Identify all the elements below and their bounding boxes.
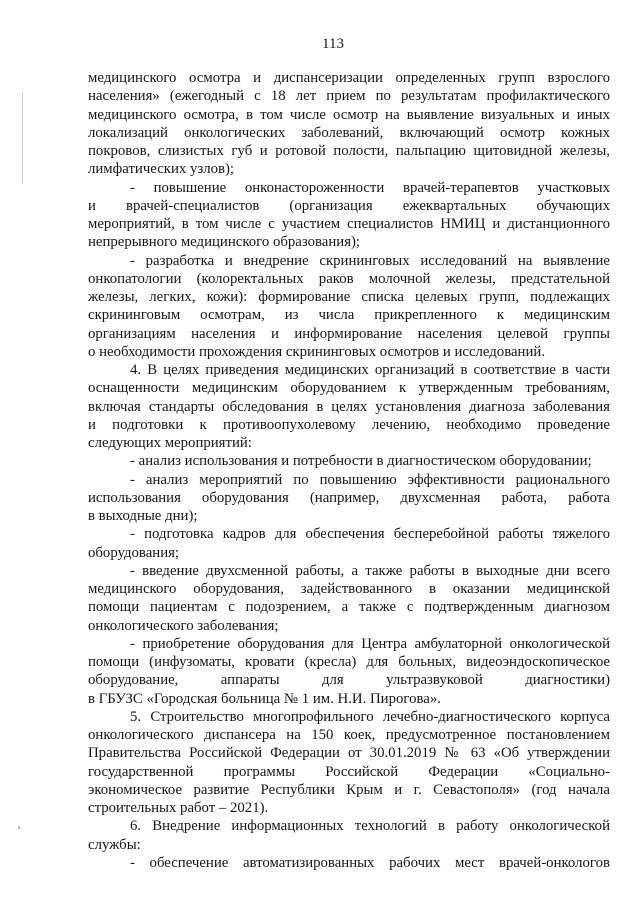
text-line: экономическое развитие Республики Крым и г. Севастополя» (год начала <box>88 781 610 798</box>
text-line: покровов, слизистых губ и ротовой полости, пальпацию щитовидной железы, <box>88 143 610 159</box>
text-line: включая стандарты обследования в целях установления диагноза заболевания <box>88 398 610 415</box>
paragraph <box>88 69 610 179</box>
paragraph <box>88 452 610 470</box>
text-line: скрининговым осмотрам, из числа прикрепленного к медицинским <box>88 307 610 324</box>
text-line: в выходные дни); <box>88 508 198 524</box>
text-line: оборудования; <box>88 544 180 561</box>
text-line: медицинского осмотра, в том числе осмотр на выявление визуальных и иных <box>88 106 610 123</box>
text-line: оборудование, аппараты для ультразвуковой диагностики) <box>88 672 610 689</box>
text-line: следующих мероприятий: <box>88 435 252 451</box>
text-line: и подготовки к противоопухолевому лечению, необходимо проведение <box>88 416 610 433</box>
text-line: - подготовка кадров для обеспечения бесперебойной работы тяжелого <box>130 526 610 543</box>
text-line: - приобретение оборудования для Центра амбулаторной онкологической <box>130 635 610 652</box>
paragraph <box>88 854 610 872</box>
paragraph <box>88 471 610 526</box>
text-line: государственной программы Российской Федерации «Социально- <box>88 763 610 780</box>
text-line: и врачей-специалистов (организация ежеквартальных обучающих <box>88 197 610 214</box>
text-line: лимфатических узлов); <box>88 161 235 178</box>
text-line: оснащенности медицинским оборудованием к утвержденным требованиям, <box>88 380 610 397</box>
text-line: 6. Внедрение информационных технологий в работу онкологической <box>130 818 610 835</box>
text-line: - обеспечение автоматизированных рабочих мест врачей-онкологов <box>130 854 610 871</box>
text-line: 4. В целях приведения медицинских организаций в соответствие в части <box>130 362 610 378</box>
text-line: 5. Строительство многопрофильного лечебно-диагностического корпуса <box>130 708 610 725</box>
text-line: помощи пациентам с подозрением, а также с подтвержденным диагнозом <box>88 599 610 616</box>
text-line: организациям населения и информирование населения целевой группы <box>88 325 610 342</box>
scan-mark <box>18 826 20 829</box>
paragraph <box>88 708 610 818</box>
text-line: помощи (инфузоматы, кровати (кресла) для больных, видеоэндоскопическое <box>88 654 610 670</box>
text-line: медицинского осмотра и диспансеризации определенных групп взрослого <box>88 70 610 86</box>
text-line: - повышение онконастороженности врачей-терапевтов участковых <box>130 179 610 196</box>
text-line: - анализ использования и потребности в диагностическом оборудовании; <box>130 453 592 470</box>
text-line: - введение двухсменной работы, а также работы в выходные дни всего <box>130 562 610 579</box>
text-line: онкологического заболевания; <box>88 617 279 634</box>
text-line: Правительства Российской Федерации от 30.01.2019 № 63 «Об утверждении <box>88 745 610 762</box>
text-line: населения» (ежегодный с 18 лет прием по результатам профилактического <box>88 88 610 105</box>
text-line: онкопатологии (колоректальных раков молочной железы, предстательной <box>88 270 610 287</box>
text-line: в ГБУЗС «Городская больница № 1 им. Н.И. Пирогова». <box>88 690 441 707</box>
paragraph <box>88 817 610 854</box>
paragraph <box>88 361 610 452</box>
text-line: онкологического диспансера на 150 коек, предусмотренное постановлением <box>88 727 610 743</box>
paragraph <box>88 562 610 635</box>
text-line: - разработка и внедрение скрининговых исследований на выявление <box>130 252 610 269</box>
text-line: - анализ мероприятий по повышению эффективности рационального <box>130 471 610 488</box>
page-number: 113 <box>322 36 344 52</box>
text-line: о необходимости прохождения скрининговых осмотров и исследований. <box>88 343 546 360</box>
text-line: службы: <box>88 836 141 853</box>
paragraph <box>88 635 610 708</box>
text-line: строительных работ – 2021). <box>88 800 269 816</box>
text-line: локализаций онкологических заболеваний, включающий осмотр кожных <box>88 124 610 141</box>
paragraph <box>88 252 610 362</box>
text-line: мероприятий, в том числе с участием специалистов НМИЦ и дистанционного <box>88 216 610 232</box>
text-line: использования оборудования (например, двухсменная работа, работа <box>88 489 610 506</box>
text-line: медицинского оборудования, задействованного в оказании медицинской <box>88 581 610 597</box>
text-block <box>88 69 610 872</box>
scan-mark <box>22 92 23 184</box>
paragraph <box>88 525 610 562</box>
text-line: железы, легких, кожи): формирование списка целевых групп, подлежащих <box>88 289 610 305</box>
text-line: непрерывного медицинского образования); <box>88 234 361 251</box>
paragraph <box>88 179 610 252</box>
